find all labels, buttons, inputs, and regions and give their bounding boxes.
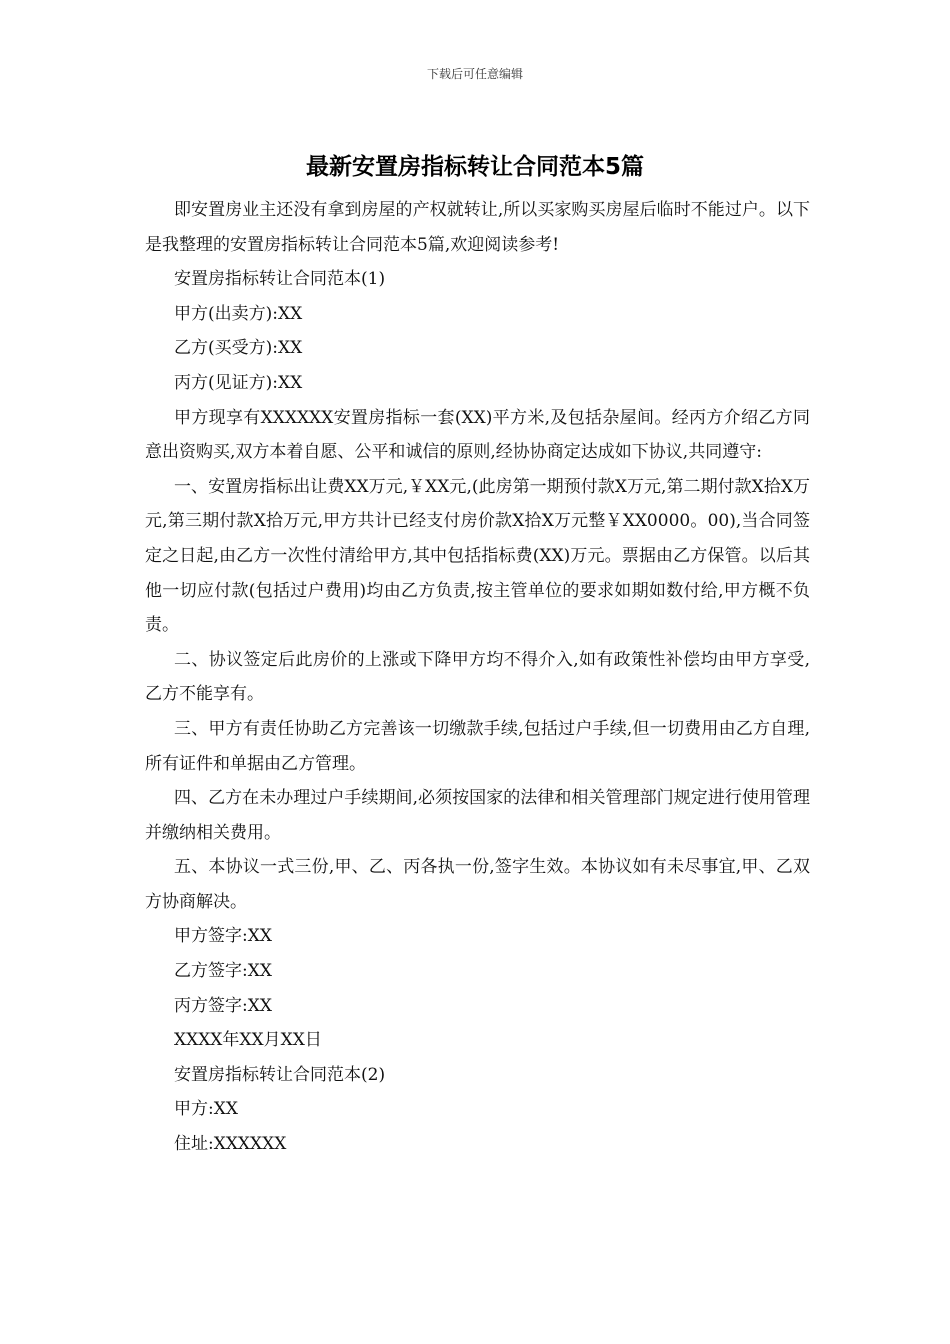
clause-2: 二、协议签定后此房价的上涨或下降甲方均不得介入,如有政策性补偿均由甲方享受,乙方不能享有。: [145, 649, 810, 705]
clause-5: 五、本协议一式三份,甲、乙、丙各执一份,签字生效。本协议如有未尽事宜,甲、乙双方协商解决。: [145, 857, 810, 912]
preamble-paragraph: 甲方现享有XXXXXX安置房指标一套(XX)平方米,及包括杂屋间。经丙方介绍乙方同意出资购买,双方本着自愿、公平和诚信的原则,经协协商定达成如下协议,共同遵守:: [145, 407, 810, 463]
party-a-line: 甲方(出卖方):XX: [174, 303, 303, 324]
intro-paragraph: 即安置房业主还没有拿到房屋的产权就转让,所以买家购买房屋后临时不能过户。以下是我整理的安置房指标转让合同范本5篇,欢迎阅读参考!: [145, 200, 810, 255]
document-title: 最新安置房指标转让合同范本5篇: [305, 154, 644, 180]
party-a-line-2: 甲方:XX: [174, 1099, 238, 1120]
address-line: 住址:XXXXXX: [174, 1134, 287, 1155]
party-b-line: 乙方(买受方):XX: [174, 338, 303, 359]
signature-party-b: 乙方签字:XX: [174, 961, 272, 982]
signature-party-a: 甲方签字:XX: [174, 926, 272, 947]
page-header-note: 下载后可任意编辑: [426, 67, 523, 81]
clause-4: 四、乙方在未办理过户手续期间,必须按国家的法律和相关管理部门规定进行使用管理并缴纳相关费用。: [145, 788, 810, 843]
signature-date: XXXX年XX月XX日: [174, 1030, 322, 1051]
section-heading-2: 安置房指标转让合同范本(2): [174, 1064, 386, 1085]
section-heading-1: 安置房指标转让合同范本(1): [174, 269, 386, 290]
document-body: [145, 193, 810, 1162]
clause-1: 一、安置房指标出让费XX万元,￥XX元,(此房第一期预付款X万元,第二期付款X拾X万元,第三期付款X拾万元,甲方共计已经支付房价款X拾X万元整￥XX0000。00),当合同签定之日起,由乙方一次性付清给甲方,其中包括指标费(XX)万元。票据由乙方保管。以后其他一切应付款(包括过户费用)均由乙方负责,按主管单位的要求如期如数付给,甲方概不负责。: [145, 476, 810, 636]
signature-party-c: 丙方签字:XX: [174, 995, 272, 1016]
party-c-line: 丙方(见证方):XX: [174, 372, 303, 393]
clause-3: 三、甲方有责任协助乙方完善该一切缴款手续,包括过户手续,但一切费用由乙方自理,所有证件和单据由乙方管理。: [145, 718, 810, 774]
